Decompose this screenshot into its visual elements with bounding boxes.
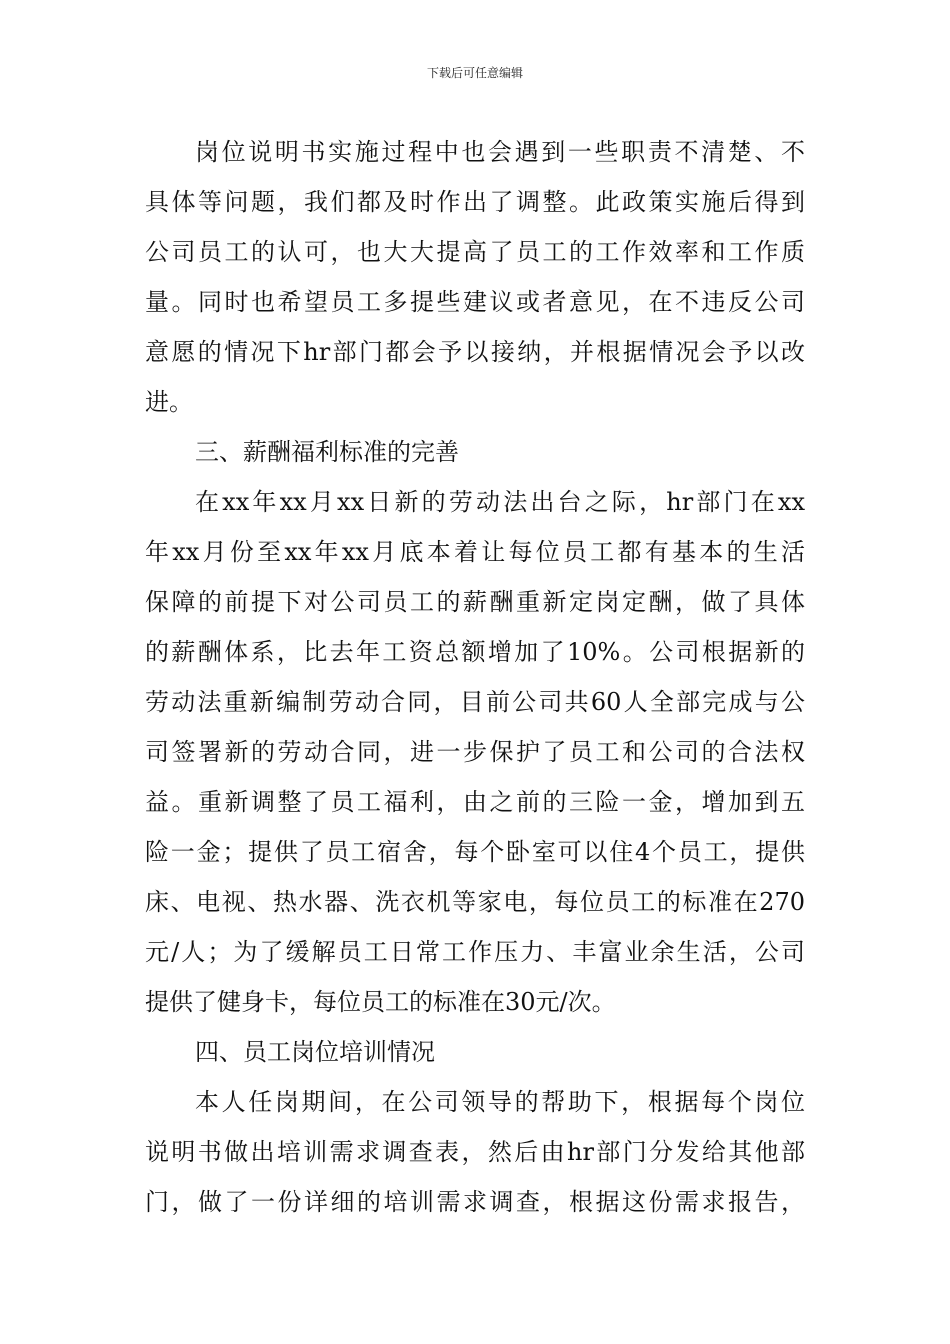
paragraph-line: 司签署新的劳动合同，进一步保护了员工和公司的合法权 — [145, 738, 805, 766]
paragraph-line: 提供了健身卡，每位员工的标准在30元/次。 — [145, 988, 616, 1016]
paragraph-line: 元/人；为了缓解员工日常工作压力、丰富业余生活，公司 — [145, 938, 805, 966]
section-heading: 四、员工岗位培训情况 — [195, 1038, 435, 1066]
paragraph-line: 的薪酬体系，比去年工资总额增加了10%。公司根据新的 — [145, 638, 805, 666]
paragraph-line: 量。同时也希望员工多提些建议或者意见，在不违反公司 — [145, 288, 805, 316]
paragraph-line: 保障的前提下对公司员工的薪酬重新定岗定酬，做了具体 — [145, 588, 805, 616]
paragraph-line: 在xx年xx月xx日新的劳动法出台之际，hr部门在xx — [195, 488, 805, 516]
paragraph-line: 劳动法重新编制劳动合同，目前公司共60人全部完成与公 — [145, 688, 805, 716]
paragraph-line: 门，做了一份详细的培训需求调查，根据这份需求报告， — [145, 1188, 805, 1216]
paragraph-line: 公司员工的认可，也大大提高了员工的工作效率和工作质 — [145, 238, 805, 266]
paragraph-line: 进。 — [145, 388, 193, 416]
paragraph-line: 床、电视、热水器、洗衣机等家电，每位员工的标准在270 — [145, 888, 805, 916]
paragraph-line: 意愿的情况下hr部门都会予以接纳，并根据情况会予以改 — [145, 338, 805, 366]
paragraph-line: 益。重新调整了员工福利，由之前的三险一金，增加到五 — [145, 788, 805, 816]
section-heading: 三、薪酬福利标准的完善 — [195, 438, 459, 466]
paragraph-line: 年xx月份至xx年xx月底本着让每位员工都有基本的生活 — [145, 538, 805, 566]
paragraph-line: 具体等问题，我们都及时作出了调整。此政策实施后得到 — [145, 188, 805, 216]
paragraph-line: 险一金；提供了员工宿舍，每个卧室可以住4个员工，提供 — [145, 838, 805, 866]
document-body — [145, 127, 805, 1227]
page-header: 下载后可任意编辑 — [426, 66, 523, 80]
paragraph-line: 说明书做出培训需求调查表，然后由hr部门分发给其他部 — [145, 1138, 805, 1166]
paragraph-line: 岗位说明书实施过程中也会遇到一些职责不清楚、不 — [195, 138, 805, 166]
paragraph-line: 本人任岗期间，在公司领导的帮助下，根据每个岗位 — [195, 1088, 805, 1116]
